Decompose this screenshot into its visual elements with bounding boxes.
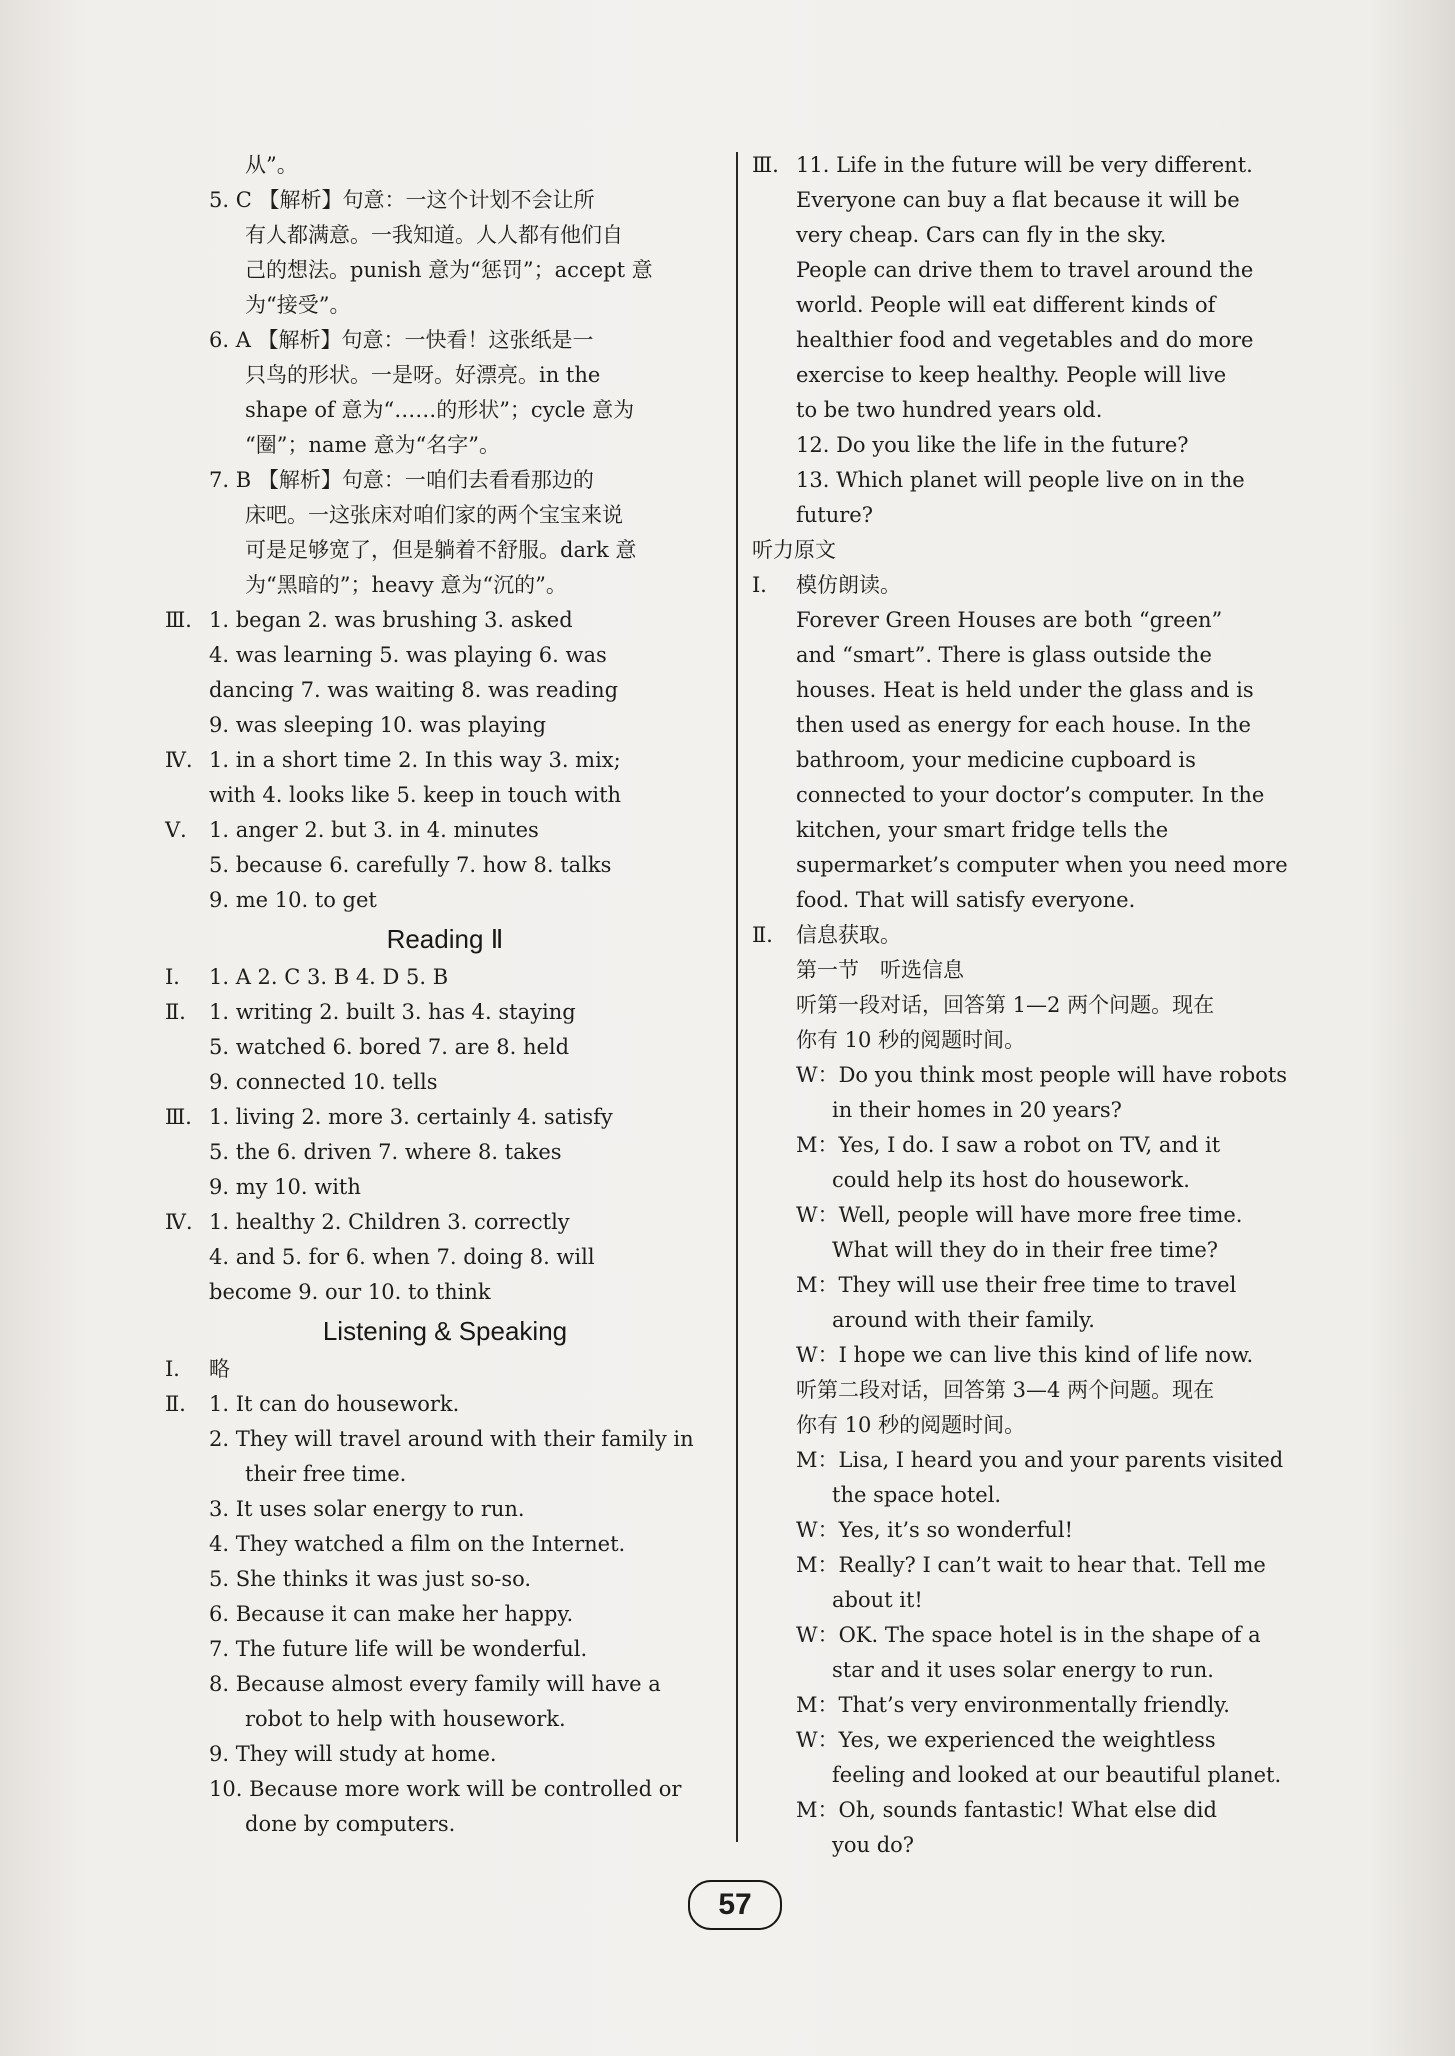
text-line: [165, 960, 725, 995]
line-text: 1. in a short time 2. In this way 3. mix;: [209, 748, 621, 772]
text-line: [752, 1303, 1307, 1338]
text-line: [165, 463, 725, 498]
line-text: W：Yes, it’s so wonderful!: [796, 1518, 1074, 1542]
line-text: Forever Green Houses are both “green”: [796, 608, 1223, 632]
line-text: 2. They will travel around with their family in: [209, 1427, 694, 1451]
text-line: [165, 708, 725, 743]
section-marker: Ⅰ．: [752, 573, 782, 597]
line-text: 信息获取。: [796, 923, 901, 947]
text-line: [752, 463, 1307, 498]
text-line: [752, 1723, 1307, 1758]
line-text: 9. my 10. with: [209, 1175, 361, 1199]
line-text: 4. was learning 5. was playing 6. was: [209, 643, 607, 667]
text-line: [165, 1387, 725, 1422]
text-line: [752, 1828, 1307, 1863]
line-text: What will they do in their free time?: [832, 1238, 1219, 1262]
text-line: [752, 708, 1307, 743]
text-line: [165, 1135, 725, 1170]
text-line: [165, 253, 725, 288]
line-text: 从”。: [245, 153, 298, 177]
text-line: [752, 1758, 1307, 1793]
line-text: healthier food and vegetables and do more: [796, 328, 1254, 352]
line-text: 5. watched 6. bored 7. are 8. held: [209, 1035, 570, 1059]
line-text: 只鸟的形状。一是呀。好漂亮。in the: [245, 363, 601, 387]
text-line: [165, 498, 725, 533]
line-text: 为“接受”。: [245, 293, 351, 317]
line-text: Everyone can buy a flat because it will be: [796, 188, 1240, 212]
page-number: 57: [688, 1880, 782, 1930]
line-text: W：OK. The space hotel is in the shape of a: [796, 1623, 1261, 1647]
text-line: [752, 1233, 1307, 1268]
text-line: [752, 603, 1307, 638]
section-marker: Ⅱ．: [165, 1392, 201, 1416]
text-line: [752, 428, 1307, 463]
text-line: [165, 533, 725, 568]
line-text: M：Really? I can’t wait to hear that. Tell me: [796, 1553, 1266, 1577]
line-text: their free time.: [245, 1462, 407, 1486]
column-divider: [736, 152, 738, 1842]
line-text: 5. because 6. carefully 7. how 8. talks: [209, 853, 612, 877]
line-text: could help its host do housework.: [832, 1168, 1190, 1192]
text-line: [752, 1128, 1307, 1163]
section-marker: Ⅳ．: [165, 1210, 207, 1234]
line-text: bathroom, your medicine cupboard is: [796, 748, 1196, 772]
line-text: 5. the 6. driven 7. where 8. takes: [209, 1140, 562, 1164]
line-text: 9. connected 10. tells: [209, 1070, 438, 1094]
text-line: [752, 1443, 1307, 1478]
line-text: 6. Because it can make her happy.: [209, 1602, 574, 1626]
text-line: [165, 673, 725, 708]
text-line: [165, 778, 725, 813]
line-text: 听第一段对话，回答第 1—2 两个问题。现在: [796, 993, 1215, 1017]
text-line: [165, 813, 725, 848]
text-line: [752, 1023, 1307, 1058]
line-text: 你有 10 秒的阅题时间。: [796, 1413, 1026, 1437]
text-line: [165, 568, 725, 603]
line-text: 9. was sleeping 10. was playing: [209, 713, 547, 737]
line-text: M：Yes, I do. I saw a robot on TV, and it: [796, 1133, 1221, 1157]
text-line: [165, 1170, 725, 1205]
text-line: [165, 428, 725, 463]
text-line: [752, 148, 1307, 183]
right-column: [752, 148, 1307, 1863]
line-text: in their homes in 20 years?: [832, 1098, 1122, 1122]
text-line: [752, 498, 1307, 533]
text-line: [165, 1422, 725, 1457]
text-line: [752, 358, 1307, 393]
line-text: around with their family.: [832, 1308, 1095, 1332]
text-line: [752, 1268, 1307, 1303]
line-text: you do?: [832, 1833, 915, 1857]
line-text: 5. She thinks it was just so-so.: [209, 1567, 532, 1591]
line-text: connected to your doctor’s computer. In the: [796, 783, 1265, 807]
line-text: 7. The future life will be wonderful.: [209, 1637, 588, 1661]
line-text: feeling and looked at our beautiful planet.: [832, 1763, 1282, 1787]
line-text: 7. B 【解析】句意：一咱们去看看那边的: [209, 468, 594, 492]
text-line: [165, 1205, 725, 1240]
line-text: 听力原文: [752, 538, 836, 562]
line-text: W：I hope we can live this kind of life now.: [796, 1343, 1254, 1367]
line-text: done by computers.: [245, 1812, 456, 1836]
text-line: [752, 1338, 1307, 1373]
text-line: [165, 1597, 725, 1632]
section-marker: Ⅳ．: [165, 748, 207, 772]
line-text: 6. A 【解析】句意：一快看！这张纸是一: [209, 328, 594, 352]
text-line: [752, 883, 1307, 918]
line-text: 1. healthy 2. Children 3. correctly: [209, 1210, 570, 1234]
text-line: [165, 1240, 725, 1275]
line-text: star and it uses solar energy to run.: [832, 1658, 1214, 1682]
text-line: [165, 393, 725, 428]
line-text: robot to help with housework.: [245, 1707, 566, 1731]
text-line: [165, 1737, 725, 1772]
line-text: 1. A 2. C 3. B 4. D 5. B: [209, 965, 449, 989]
text-line: [165, 1807, 725, 1842]
section-marker: Ⅱ．: [752, 923, 788, 947]
section-marker: Ⅰ．: [165, 1357, 195, 1381]
line-text: 9. They will study at home.: [209, 1742, 497, 1766]
text-line: [165, 1562, 725, 1597]
line-text: and “smart”. There is glass outside the: [796, 643, 1212, 667]
line-text: future?: [796, 503, 873, 527]
text-line: [752, 743, 1307, 778]
line-text: 13. Which planet will people live on in the: [796, 468, 1245, 492]
line-text: 1. began 2. was brushing 3. asked: [209, 608, 573, 632]
text-line: [165, 1352, 725, 1387]
text-line: [165, 1065, 725, 1100]
text-line: [752, 533, 1307, 568]
line-text: 床吧。一这张床对咱们家的两个宝宝来说: [245, 503, 623, 527]
text-line: [752, 1793, 1307, 1828]
line-text: 1. anger 2. but 3. in 4. minutes: [209, 818, 539, 842]
line-text: 10. Because more work will be controlled or: [209, 1777, 682, 1801]
line-text: 3. It uses solar energy to run.: [209, 1497, 525, 1521]
line-text: 你有 10 秒的阅题时间。: [796, 1028, 1026, 1052]
text-line: [165, 1667, 725, 1702]
line-text: with 4. looks like 5. keep in touch with: [209, 783, 622, 807]
line-text: 1. living 2. more 3. certainly 4. satisfy: [209, 1105, 613, 1129]
text-line: [165, 1100, 725, 1135]
line-text: to be two hundred years old.: [796, 398, 1103, 422]
line-text: 4. and 5. for 6. when 7. doing 8. will: [209, 1245, 595, 1269]
line-text: W：Yes, we experienced the weightless: [796, 1728, 1216, 1752]
text-line: [165, 288, 725, 323]
section-marker: Ⅰ．: [165, 965, 195, 989]
line-text: world. People will eat different kinds of: [796, 293, 1216, 317]
section-marker: Ⅲ．: [165, 1105, 207, 1129]
line-text: “圈”；name 意为“名字”。: [245, 433, 501, 457]
text-line: [752, 638, 1307, 673]
text-line: [752, 393, 1307, 428]
text-line: [752, 953, 1307, 988]
text-line: [752, 848, 1307, 883]
text-line: [165, 358, 725, 393]
line-text: 5. C 【解析】句意：一这个计划不会让所: [209, 188, 595, 212]
line-text: M：They will use their free time to travel: [796, 1273, 1237, 1297]
line-text: 4. They watched a film on the Internet.: [209, 1532, 626, 1556]
text-line: [165, 218, 725, 253]
text-line: [752, 1478, 1307, 1513]
text-line: [752, 1583, 1307, 1618]
line-text: 略: [209, 1357, 230, 1381]
left-column: [165, 148, 725, 1842]
text-line: [165, 1275, 725, 1310]
text-line: [165, 1492, 725, 1527]
text-line: [752, 1198, 1307, 1233]
text-line: [752, 253, 1307, 288]
section-marker: Ⅲ．: [165, 608, 207, 632]
text-line: [752, 1618, 1307, 1653]
text-line: [752, 1513, 1307, 1548]
text-line: [165, 1632, 725, 1667]
text-line: [165, 148, 725, 183]
line-text: M：Oh, sounds fantastic! What else did: [796, 1798, 1217, 1822]
text-line: [752, 673, 1307, 708]
text-line: [752, 183, 1307, 218]
line-text: 有人都满意。一我知道。人人都有他们自: [245, 223, 623, 247]
text-line: [752, 1688, 1307, 1723]
text-line: [165, 1702, 725, 1737]
section-marker: Ⅲ．: [752, 153, 794, 177]
text-line: [752, 988, 1307, 1023]
line-text: 听第二段对话，回答第 3—4 两个问题。现在: [796, 1378, 1215, 1402]
section-marker: Ⅱ．: [165, 1000, 201, 1024]
text-line: [752, 1058, 1307, 1093]
text-line: [165, 323, 725, 358]
text-line: [752, 1548, 1307, 1583]
section-marker: Ⅴ．: [165, 818, 202, 842]
line-text: M：Lisa, I heard you and your parents visited: [796, 1448, 1284, 1472]
line-text: 可是足够宽了，但是躺着不舒服。dark 意: [245, 538, 637, 562]
line-text: 为“黑暗的”；heavy 意为“沉的”。: [245, 573, 567, 597]
line-text: People can drive them to travel around the: [796, 258, 1254, 282]
line-text: 1. writing 2. built 3. has 4. staying: [209, 1000, 576, 1024]
text-line: [752, 918, 1307, 953]
text-line: [752, 1163, 1307, 1198]
text-line: [752, 218, 1307, 253]
line-text: 1. It can do housework.: [209, 1392, 460, 1416]
line-text: 模仿朗读。: [796, 573, 901, 597]
line-text: food. That will satisfy everyone.: [796, 888, 1136, 912]
line-text: houses. Heat is held under the glass and is: [796, 678, 1254, 702]
line-text: supermarket’s computer when you need more: [796, 853, 1288, 877]
section-heading: Reading Ⅱ: [386, 924, 504, 954]
text-line: [752, 1653, 1307, 1688]
line-text: then used as energy for each house. In the: [796, 713, 1251, 737]
line-text: become 9. our 10. to think: [209, 1280, 491, 1304]
line-text: kitchen, your smart fridge tells the: [796, 818, 1169, 842]
text-line: [165, 743, 725, 778]
text-line: [752, 813, 1307, 848]
text-line: [165, 883, 725, 918]
line-text: W：Do you think most people will have robots: [796, 1063, 1288, 1087]
line-text: exercise to keep healthy. People will live: [796, 363, 1227, 387]
text-line: [752, 1093, 1307, 1128]
line-text: 己的想法。punish 意为“惩罚”；accept 意: [245, 258, 653, 282]
line-text: 第一节 听选信息: [796, 958, 964, 982]
line-text: very cheap. Cars can fly in the sky.: [796, 223, 1167, 247]
text-line: [165, 183, 725, 218]
line-text: dancing 7. was waiting 8. was reading: [209, 678, 619, 702]
section-heading: Listening & Speaking: [322, 1316, 568, 1346]
line-text: 11. Life in the future will be very different.: [796, 153, 1253, 177]
text-line: [165, 848, 725, 883]
line-text: 12. Do you like the life in the future?: [796, 433, 1189, 457]
line-text: W：Well, people will have more free time.: [796, 1203, 1243, 1227]
text-line: [752, 323, 1307, 358]
text-line: [165, 1527, 725, 1562]
text-line: [752, 288, 1307, 323]
text-line: [165, 1772, 725, 1807]
text-line: [165, 1457, 725, 1492]
text-line: [752, 568, 1307, 603]
text-line: [752, 1373, 1307, 1408]
text-line: [165, 995, 725, 1030]
text-line: [752, 1408, 1307, 1443]
line-text: 9. me 10. to get: [209, 888, 377, 912]
line-text: shape of 意为“……的形状”；cycle 意为: [245, 398, 635, 422]
text-line: [165, 638, 725, 673]
line-text: 8. Because almost every family will have a: [209, 1672, 661, 1696]
line-text: the space hotel.: [832, 1483, 1002, 1507]
text-line: [165, 1030, 725, 1065]
text-line: [752, 778, 1307, 813]
text-line: [165, 603, 725, 638]
line-text: M：That’s very environmentally friendly.: [796, 1693, 1230, 1717]
line-text: about it!: [832, 1588, 923, 1612]
